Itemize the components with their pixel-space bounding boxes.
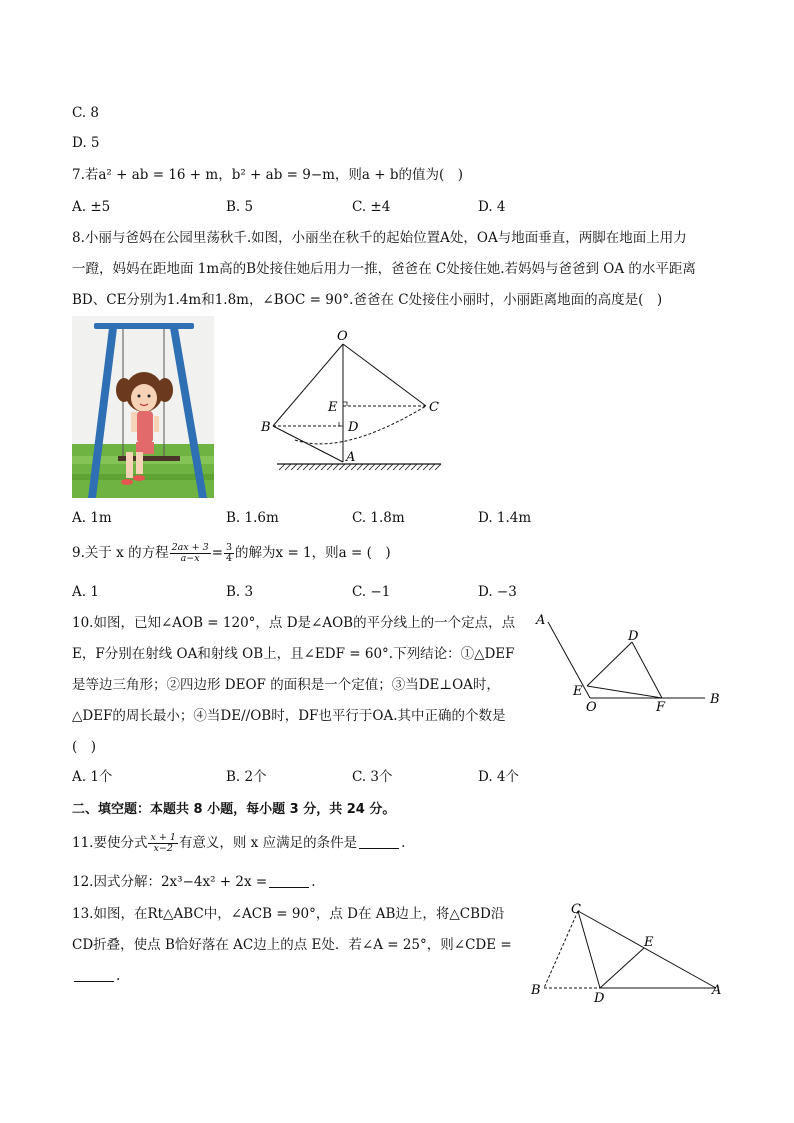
- label-c: C: [429, 400, 439, 415]
- q8-option-a: A. 1m: [72, 510, 112, 526]
- q10-stem-line-2: E，F分别在射线 OA和射线 OB上，且∠EDF = 60°.下列结论：①△DEF: [72, 646, 515, 662]
- label-o: O: [586, 700, 597, 714]
- label-o: O: [337, 329, 348, 344]
- q10-option-a: A. 1个: [72, 769, 113, 785]
- label-c: C: [571, 902, 581, 917]
- q8-stem-line-3: BD、CE分别为1.4m和1.8m，∠BOC = 90°.爸爸在 C处接住小丽时，小丽距离地面的高度是( ): [72, 292, 663, 308]
- angle-bisector-figure: [530, 608, 730, 714]
- q9-option-b: B. 3: [226, 584, 254, 600]
- label-a: A: [536, 613, 546, 628]
- q13-stem-line-1: 13.如图，在Rt△ABC中，∠ACB = 90°，点 D在 AB边上，将△CBD沿: [72, 906, 505, 922]
- q10-stem-line-5: ( ): [72, 739, 97, 755]
- q9-option-a: A. 1: [72, 584, 99, 600]
- q11-suffix: 有意义，则 x 应满足的条件是: [178, 835, 358, 851]
- label-a: A: [346, 450, 356, 465]
- q9-equals: =: [211, 545, 223, 561]
- q10-option-c: C. 3个: [352, 769, 393, 785]
- label-b: B: [710, 692, 720, 707]
- q10-stem-line-1: 10.如图，已知∠AOB = 120°，点 D是∠AOB的平分线上的一个定点，点: [72, 615, 516, 631]
- q10-stem-line-3: 是等边三角形；②四边形 DEOF 的面积是一个定值；③当DE⊥OA时，: [72, 677, 500, 693]
- q9-prefix: 9.关于 x 的方程: [72, 545, 169, 561]
- label-e: E: [328, 400, 338, 415]
- q7-option-b: B. 5: [226, 199, 254, 215]
- q6-option-c: C. 8: [72, 105, 100, 121]
- q11-fraction: $\frac{x + 1}{x-2}$: [150, 832, 176, 854]
- q12-text: 12.因式分解：2x³−4x² + 2x =: [72, 874, 268, 890]
- label-a: A: [712, 983, 722, 998]
- q11-answer-blank[interactable]: [359, 834, 399, 849]
- label-e: E: [573, 684, 583, 699]
- q9-suffix: 的解为x = 1，则a = ( ): [235, 545, 391, 561]
- q8-option-c: C. 1.8m: [352, 510, 405, 526]
- label-e: E: [644, 935, 654, 950]
- q7-option-c: C. ±4: [352, 199, 391, 215]
- q10-option-d: D. 4个: [478, 769, 520, 785]
- q12-answer-blank[interactable]: [269, 873, 309, 888]
- section-2-heading: 二、填空题：本题共 8 小题，每小题 3 分，共 24 分。: [72, 802, 396, 817]
- label-d: D: [628, 629, 639, 644]
- q7-option-a: A. ±5: [72, 199, 111, 215]
- q12-stem: [72, 872, 316, 892]
- q11-end: .: [401, 835, 406, 851]
- q12-end: .: [311, 874, 316, 890]
- q9-option-d: D. −3: [478, 584, 517, 600]
- label-d: D: [594, 991, 605, 1006]
- triangle-fold-figure: [528, 900, 728, 1006]
- q7-option-d: D. 4: [478, 199, 506, 215]
- label-b: B: [531, 983, 541, 998]
- q13-end: .: [116, 968, 121, 984]
- q9-option-c: C. −1: [352, 584, 391, 600]
- label-d: D: [348, 420, 359, 435]
- q10-stem-line-4: △DEF的周长最小；④当DE//OB时，DF也平行于OA.其中正确的个数是: [72, 708, 506, 724]
- q11-prefix: 11.要使分式: [72, 835, 148, 851]
- q13-stem-line-2: CD折叠，使点 B恰好落在 AC边上的点 E处．若∠A = 25°，则∠CDE =: [72, 937, 512, 953]
- q13-answer-blank[interactable]: [74, 967, 114, 982]
- q10-option-b: B. 2个: [226, 769, 267, 785]
- swing-geometry-figure: [255, 322, 450, 474]
- q9-stem: [72, 543, 391, 564]
- q8-stem-line-1: 8.小丽与爸妈在公园里荡秋千.如图，小丽坐在秋千的起始位置A处，OA与地面垂直，两脚在地面上用力: [72, 230, 687, 246]
- q11-stem: [72, 833, 405, 854]
- q6-option-d: D. 5: [72, 135, 100, 151]
- q9-fraction-2: $\frac{3}{4}$: [226, 542, 233, 564]
- q9-fraction-1: $\frac{2ax + 3}{a-x}$: [171, 542, 209, 564]
- q7-stem: 7.若a² + ab = 16 + m，b² + ab = 9−m，则a + b的值为( ): [72, 167, 464, 183]
- q8-stem-line-2: 一蹬，妈妈在距地面 1m高的B处接住她后用力一推，爸爸在 C处接住她.若妈妈与爸爸到 OA 的水平距离: [72, 261, 696, 277]
- swing-illustration: [72, 316, 214, 498]
- label-b: B: [261, 420, 271, 435]
- label-f: F: [656, 700, 666, 714]
- q8-option-d: D. 1.4m: [478, 510, 532, 526]
- q8-option-b: B. 1.6m: [226, 510, 279, 526]
- q13-stem-line-3: [72, 966, 120, 986]
